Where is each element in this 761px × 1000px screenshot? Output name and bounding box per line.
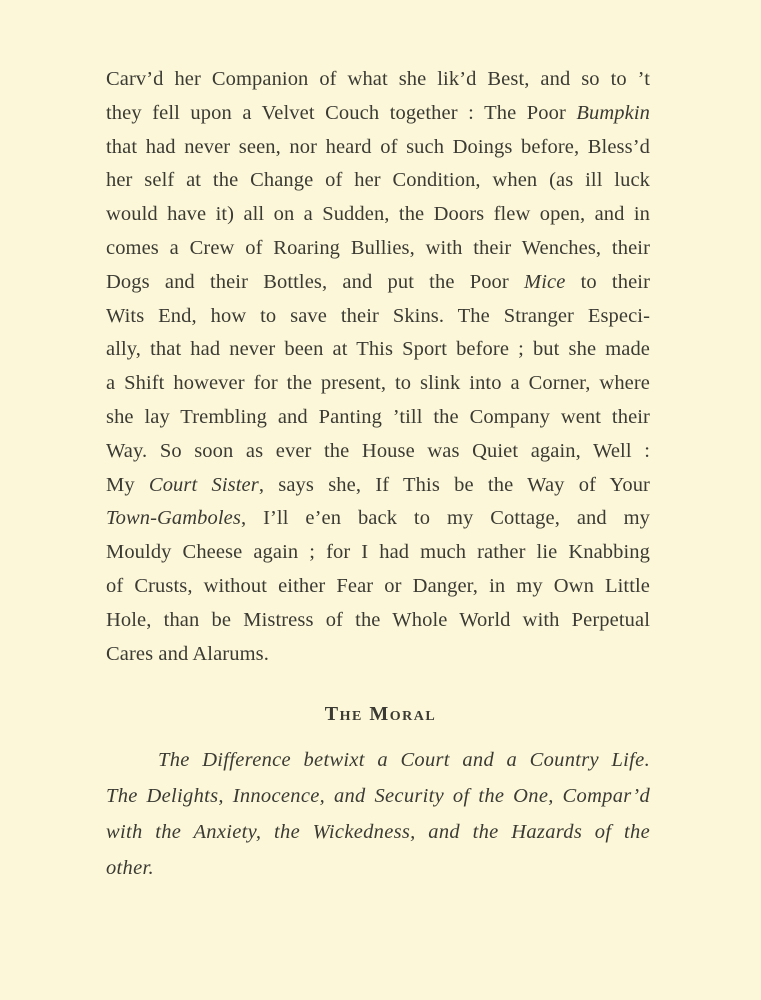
passage-line xyxy=(106,367,650,401)
line-text: Dogs and their Bottles, and put the Poor xyxy=(106,270,525,293)
italic-word: Court Sister xyxy=(148,473,259,496)
line-text: Hole, than be Mistress of the Whole World with Perpetual xyxy=(106,608,650,631)
italic-word: Mice xyxy=(524,270,566,293)
line-text: a Shift however for the present, to slink into a Corner, where xyxy=(106,372,650,395)
line-text: of Crusts, without either Fear or Danger, in my Own Little xyxy=(106,574,650,597)
line-text: My xyxy=(106,473,149,496)
line-text: they fell upon a Velvet Couch together : The Poor xyxy=(106,101,577,124)
passage-line xyxy=(106,333,650,367)
moral-text xyxy=(106,742,650,886)
line-text: , says she, If This be the Way of Your xyxy=(258,473,650,496)
line-text: , I’ll e’en back to my Cottage, and my xyxy=(240,507,650,530)
passage-line xyxy=(106,435,650,469)
passage-line xyxy=(106,638,650,672)
moral-line: The Difference betwixt a Court and a Country Life. xyxy=(158,749,650,771)
passage-line xyxy=(106,536,650,570)
line-text: to their xyxy=(565,270,650,293)
line-text: her self at the Change of her Condition, when (as ill luck xyxy=(106,169,650,192)
passage-line xyxy=(106,401,650,435)
passage-line xyxy=(106,232,650,266)
line-text: Way. So soon as ever the House was Quiet again, Well : xyxy=(106,439,650,462)
passage-line xyxy=(106,300,650,334)
line-text: she lay Trembling and Panting ’till the Company went their xyxy=(106,405,650,428)
passage-line xyxy=(106,502,650,536)
passage-line xyxy=(106,97,650,131)
passage-line xyxy=(106,266,650,300)
italic-word: Bumpkin xyxy=(576,101,650,124)
moral-line: other. xyxy=(106,857,154,879)
moral-line: The Delights, Innocence, and Security of the One, Compar’d xyxy=(106,785,650,807)
moral-line: with the Anxiety, the Wickedness, and the Hazards of the xyxy=(106,821,650,843)
passage-line xyxy=(106,469,650,503)
passage-line xyxy=(106,164,650,198)
line-text: that had never seen, nor heard of such Doings before, Bless’d xyxy=(106,135,650,158)
line-text: would have it) all on a Sudden, the Doors flew open, and in xyxy=(106,203,650,226)
passage-line xyxy=(106,198,650,232)
passage-line xyxy=(106,63,650,97)
line-text: Mouldy Cheese again ; for I had much rather lie Knabbing xyxy=(106,541,650,564)
moral-heading: The Moral xyxy=(324,703,437,725)
line-text: Cares and Alarums. xyxy=(106,642,269,665)
italic-word: Town-Gamboles xyxy=(106,507,241,530)
passage-line xyxy=(106,570,650,604)
passage-line xyxy=(106,131,650,165)
passage-line xyxy=(106,604,650,638)
fable-passage xyxy=(106,63,650,671)
line-text: comes a Crew of Roaring Bullies, with their Wenches, their xyxy=(106,236,650,259)
line-text: Carv’d her Companion of what she lik’d Best, and so to ’t xyxy=(106,68,650,90)
line-text: ally, that had never been at This Sport before ; but she made xyxy=(106,338,650,361)
line-text: Wits End, how to save their Skins. The Stranger Especi- xyxy=(106,304,650,327)
